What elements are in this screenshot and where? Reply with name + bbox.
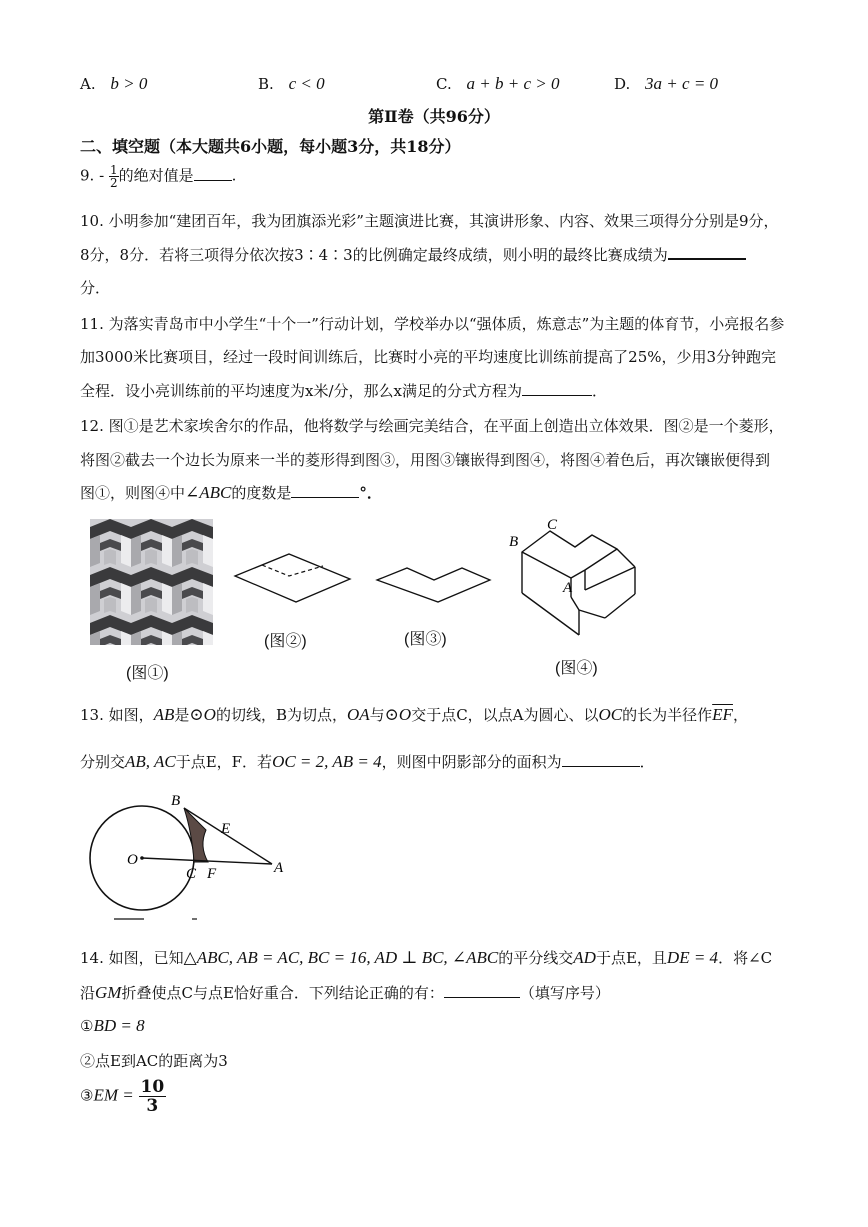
question-12-line-1: 12. 图①是艺术家埃舍尔的作品，他将数学与绘画完美结合，在平面上创造出立体效果．图②是一个菱形， (80, 417, 784, 435)
option-c: C. a + b + c > 0 (436, 74, 560, 93)
fraction: $\frac{10}{3}$ (140, 1077, 165, 1116)
question-13-line-2: 分别交AB, AC于点E，F．若OC = 2, AB = 4，则图中阴影部分的面积为 ． (80, 752, 655, 771)
label-f: F (207, 866, 217, 882)
question-11-line-3: 全程．设小亮训练前的平均速度为x米/分，那么x满足的分式方程为 ． (80, 382, 607, 400)
option-b: B. c < 0 (258, 74, 325, 93)
label-c: C (186, 866, 197, 882)
figure-3-caption: (图③) (404, 631, 447, 648)
option-a: A. b > 0 (80, 74, 148, 93)
answer-blank[interactable] (668, 244, 746, 260)
figure-1-caption: (图①) (126, 665, 169, 682)
answer-blank[interactable] (562, 752, 640, 767)
question-14-line-1: 14. 如图，已知△ABC, AB = AC, BC = 16, AD ⊥ BC, ∠ABC的平分线交AD于点E，且DE = 4．将∠C (80, 948, 773, 967)
figure-3-lshape (372, 555, 494, 615)
label-e: E (221, 821, 231, 837)
question-12-line-2: 将图②截去一个边长为原来一半的菱形得到图③，用图③镶嵌得到图④，将图④着色后，再次镶嵌便得到 (80, 451, 771, 469)
figure-4-caption: (图④) (555, 660, 598, 677)
question-11-line-2: 加3000米比赛项目，经过一段时间训练后，比赛时小亮的平均速度比训练前提高了25%，少用3分钟跑完 (80, 348, 777, 366)
answer-blank[interactable] (522, 381, 592, 396)
answer-blank[interactable] (194, 166, 232, 181)
label-b: B (509, 534, 519, 550)
answer-blank[interactable] (444, 983, 520, 998)
conclusion-2: ②点E到AC的距离为3 (80, 1052, 228, 1070)
figure-4-tiling (505, 515, 645, 645)
figure-1-tessellation (90, 519, 213, 645)
question-11-line-1: 11. 为落实青岛市中小学生“十个一”行动计划，学校举办以“强体质，炼意志”为主题的体育节，小亮报名参 (80, 315, 785, 333)
conclusion-1: ①BD = 8 (80, 1016, 145, 1035)
answer-blank[interactable] (291, 483, 359, 498)
option-d: D. 3a + c = 0 (614, 74, 719, 93)
question-10-line-1: 10. 小明参加“建团百年，我为团旗添光彩”主题演进比赛，其演讲形象、内容、效果三项得分分别是9分， (80, 212, 779, 230)
figure-13-circle-tangent (84, 788, 294, 928)
figure-2-caption: (图②) (264, 633, 307, 650)
part-title: 二、填空题（本大题共6小题，每小题3分，共18分） (80, 137, 461, 156)
question-14-line-2: 沿GM折叠使点C与点E恰好重合．下列结论正确的有： （填写序号） (80, 983, 610, 1002)
question-13-line-1: 13. 如图，AB是⊙O的切线，B为切点，OA与⊙O交于点C，以点A为圆心、以OC的长为半径作$\overline{EF}$， (80, 705, 748, 724)
fraction: $\frac{1}{2}$ (109, 163, 118, 190)
question-10-line-3: 分． (80, 279, 111, 297)
label-c: C (547, 517, 558, 533)
question-12-line-3: 图①，则图④中∠ABC的度数是 °． (80, 483, 382, 502)
label-a: A (274, 860, 284, 876)
section-title: 第Ⅱ卷（共96分） (368, 107, 500, 126)
conclusion-3: ③EM = $\frac{10}{3}$ (80, 1077, 165, 1116)
label-b: B (171, 793, 181, 809)
question-10-line-2: 8分，8分．若将三项得分依次按3∶4∶3的比例确定最终成绩，则小明的最终比赛成绩为 (80, 244, 746, 265)
label-o: O (127, 852, 138, 868)
label-a: A (563, 580, 573, 596)
figure-2-rhombus (230, 550, 355, 615)
question-9: 9. - $\frac{1}{2}$ 的绝对值是 . (80, 163, 237, 190)
